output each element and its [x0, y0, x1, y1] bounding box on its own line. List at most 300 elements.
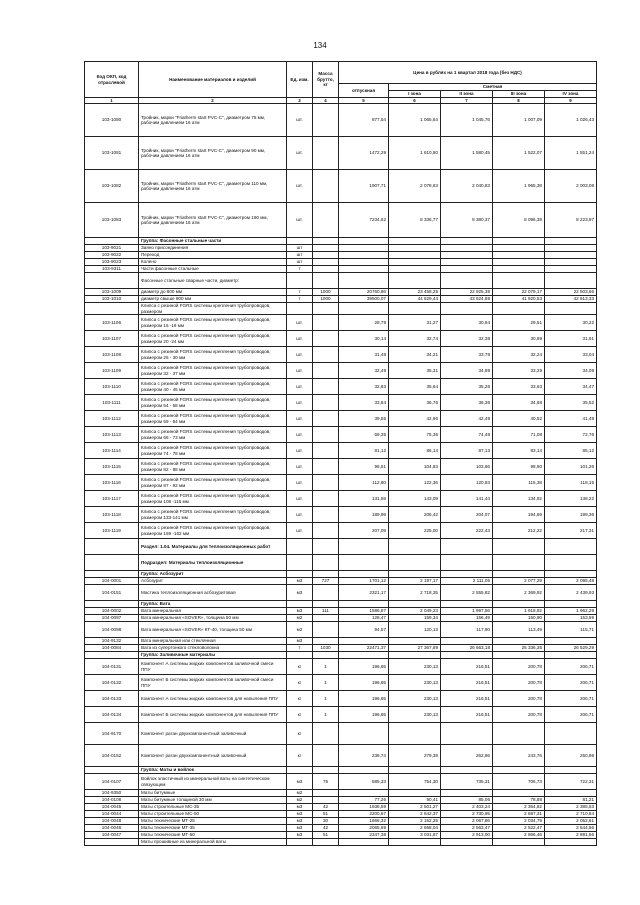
- cell-price-zone-3: [493, 252, 545, 259]
- cell-price-zone-2: [441, 601, 493, 608]
- cell-price-zone-1: 90,41: [389, 797, 441, 804]
- cell-price-release: 20760,86: [339, 289, 389, 296]
- cell-code: [85, 839, 139, 846]
- cell-unit: м3: [287, 832, 313, 839]
- table-row: [85, 395, 597, 411]
- cell-code: 103-1106: [85, 315, 139, 331]
- cell-name: Вата минеральная «SOVER», толщина 50 мм: [139, 615, 287, 622]
- cell-price-zone-3: 8 096,39: [493, 203, 545, 238]
- cell-unit: м3: [287, 818, 313, 825]
- cell-name: Клипса с резиной FGRS системы крепления трубопроводов, размером 25 - 30 мм: [139, 347, 287, 363]
- cell-name: Клипса с резиной FGRS системы крепления трубопроводов, размером: [139, 303, 287, 315]
- col-number: 9: [545, 98, 597, 104]
- cell-price-zone-3: 83,14: [493, 443, 545, 459]
- cell-price-zone-4: [545, 303, 597, 315]
- table-row: [85, 585, 597, 601]
- cell-unit: м2: [287, 790, 313, 797]
- cell-mass: [313, 507, 339, 523]
- cell-price-zone-2: [441, 252, 493, 259]
- cell-unit: шт.: [287, 411, 313, 427]
- cell-price-zone-3: 2 077,29: [493, 578, 545, 585]
- cell-mass: 1000: [313, 296, 339, 303]
- cell-price-zone-4: 206,71: [545, 707, 597, 723]
- cell-price-zone-2: [441, 303, 493, 315]
- table-row: [85, 811, 597, 818]
- table-row: [85, 459, 597, 475]
- cell-price-zone-4: 199,36: [545, 507, 597, 523]
- cell-price-zone-2: 74,48: [441, 427, 493, 443]
- cell-price-zone-1: [389, 555, 441, 571]
- cell-mass: [313, 266, 339, 273]
- cell-price-zone-4: [545, 245, 597, 252]
- cell-price-zone-3: [493, 303, 545, 315]
- cell-price-zone-4: [545, 252, 597, 259]
- table-header: [85, 62, 597, 104]
- cell-name: Тройник, марки "Friatherm start PVC-C", диаметром 75 мм, рабочим давлением 16 атм: [139, 104, 287, 137]
- col-number: 1: [85, 98, 139, 104]
- cell-price-zone-1: 230,13: [389, 691, 441, 707]
- cell-price-zone-4: 34,47: [545, 379, 597, 395]
- cell-price-zone-3: 33,63: [493, 379, 545, 395]
- cell-price-zone-3: 150,90: [493, 615, 545, 622]
- cell-price-zone-1: [389, 303, 441, 315]
- cell-mass: [313, 571, 339, 578]
- cell-price-release: [339, 839, 389, 846]
- cell-unit: кг: [287, 675, 313, 691]
- cell-price-release: 2321,17: [339, 585, 389, 601]
- page-number: 134: [313, 41, 327, 50]
- cell-code: 103-1117: [85, 491, 139, 507]
- cell-mass: [313, 745, 339, 767]
- cell-mass: [313, 427, 339, 443]
- table-row: [85, 507, 597, 523]
- cell-mass: [313, 347, 339, 363]
- cell-price-release: 877,54: [339, 104, 389, 137]
- cell-name: Клипса с резиной FGRS системы крепления трубопроводов, размером 74 - 78 мм: [139, 443, 287, 459]
- cell-price-zone-2: 1 045,76: [441, 104, 493, 137]
- cell-code: 104-9170: [85, 723, 139, 745]
- cell-price-release: [339, 259, 389, 266]
- cell-price-zone-1: 2 668,04: [389, 825, 441, 832]
- cell-price-zone-1: 230,13: [389, 675, 441, 691]
- cell-price-zone-1: [389, 259, 441, 266]
- cell-name: Вата из супертонкого стекловолокна: [139, 645, 287, 652]
- table-row: [85, 774, 597, 790]
- cell-unit: шт.: [287, 104, 313, 137]
- cell-price-release: [339, 555, 389, 571]
- cell-price-release: 69,35: [339, 427, 389, 443]
- cell-price-zone-2: 216,51: [441, 691, 493, 707]
- cell-code: 103-1107: [85, 331, 139, 347]
- header-unit: Ед. изм.: [287, 62, 313, 98]
- table-row: [85, 818, 597, 825]
- cell-name: Компонент ратан двухкомпонентный заливочный: [139, 723, 287, 745]
- table-body: [85, 104, 597, 846]
- cell-price-release: 81,12: [339, 443, 389, 459]
- cell-price-zone-1: 2 078,63: [389, 170, 441, 203]
- col-number: 8: [493, 98, 545, 104]
- cell-price-zone-1: 230,13: [389, 659, 441, 675]
- cell-name: Клипса с резиной FGRS системы крепления трубопроводов, размером 40 - 45 мм: [139, 379, 287, 395]
- cell-price-zone-2: 34,89: [441, 363, 493, 379]
- cell-mass: 42: [313, 825, 339, 832]
- cell-unit: шт.: [287, 427, 313, 443]
- cell-price-zone-1: 2 197,17: [389, 578, 441, 585]
- cell-price-zone-1: 36,76: [389, 395, 441, 411]
- cell-price-zone-2: [441, 273, 493, 289]
- cell-price-zone-3: 29,51: [493, 315, 545, 331]
- cell-price-release: 32,83: [339, 379, 389, 395]
- cell-price-zone-4: 118,15: [545, 475, 597, 491]
- cell-name: Компонент ратан двухкомпонентный заливочный: [139, 745, 287, 767]
- cell-code: 104-0134: [85, 707, 139, 723]
- cell-mass: [313, 395, 339, 411]
- cell-price-zone-2: 120,93: [441, 475, 493, 491]
- cell-mass: [313, 555, 339, 571]
- cell-name: Тройник, марки "Friatherm start PVC-C", диаметром 110 мм, рабочим давлением 16 атм: [139, 170, 287, 203]
- cell-price-zone-3: 113,49: [493, 622, 545, 638]
- cell-price-zone-1: [389, 539, 441, 555]
- cell-price-zone-4: 72,76: [545, 427, 597, 443]
- header-code: Код ОКП, код отраслевой: [85, 62, 139, 98]
- cell-code: [85, 601, 139, 608]
- cell-price-zone-2: [441, 839, 493, 846]
- cell-mass: [313, 245, 339, 252]
- cell-price-zone-2: [441, 638, 493, 645]
- cell-price-zone-2: 156,49: [441, 615, 493, 622]
- cell-price-release: 207,09: [339, 523, 389, 539]
- cell-mass: 30: [313, 818, 339, 825]
- cell-unit: [287, 303, 313, 315]
- cell-price-zone-1: 2 718,35: [389, 585, 441, 601]
- cell-code: [85, 539, 139, 555]
- cell-price-zone-1: 42,96: [389, 411, 441, 427]
- cell-code: 104-0151: [85, 585, 139, 601]
- cell-price-zone-2: 30,94: [441, 315, 493, 331]
- cell-price-zone-1: [389, 601, 441, 608]
- cell-price-zone-1: 75,36: [389, 427, 441, 443]
- table-row: [85, 645, 597, 652]
- cell-price-zone-1: 206,42: [389, 507, 441, 523]
- cell-mass: [313, 104, 339, 137]
- cell-code: 104-0045: [85, 804, 139, 811]
- cell-price-zone-2: 1 580,45: [441, 137, 493, 170]
- table-row: [85, 675, 597, 691]
- cell-name: Клипса с резиной FGRS системы крепления трубопроводов, размером 82 - 88 мм: [139, 459, 287, 475]
- cell-price-release: 2200,67: [339, 811, 389, 818]
- cell-unit: т: [287, 266, 313, 273]
- cell-price-zone-3: [493, 839, 545, 846]
- header-zone-2: II зона: [441, 91, 493, 98]
- cell-price-release: 1701,12: [339, 578, 389, 585]
- cell-price-zone-3: [493, 259, 545, 266]
- cell-code: 103-1113: [85, 427, 139, 443]
- cell-price-release: [339, 652, 389, 659]
- cell-price-zone-1: 230,13: [389, 707, 441, 723]
- table-row: [85, 578, 597, 585]
- cell-code: [85, 555, 139, 571]
- cell-price-zone-3: 30,89: [493, 331, 545, 347]
- cell-price-zone-4: 42 813,33: [545, 296, 597, 303]
- cell-price-zone-4: [545, 273, 597, 289]
- cell-name: диаметр до 800 мм: [139, 289, 287, 296]
- table-row: [85, 491, 597, 507]
- cell-unit: [287, 601, 313, 608]
- cell-price-zone-1: 122,36: [389, 475, 441, 491]
- cell-price-zone-2: 103,66: [441, 459, 493, 475]
- cell-price-zone-4: 250,98: [545, 745, 597, 767]
- table-row: [85, 104, 597, 137]
- cell-price-zone-1: [389, 266, 441, 273]
- cell-price-release: 2347,38: [339, 832, 389, 839]
- cell-name: Переход: [139, 252, 287, 259]
- cell-price-zone-1: 23 458,25: [389, 289, 441, 296]
- cell-price-zone-1: [389, 238, 441, 245]
- cell-price-zone-1: [389, 652, 441, 659]
- table-row: [85, 832, 597, 839]
- cell-code: 104-0133: [85, 691, 139, 707]
- cell-price-zone-2: 117,90: [441, 622, 493, 638]
- cell-price-zone-1: [389, 245, 441, 252]
- cell-price-zone-1: 35,64: [389, 379, 441, 395]
- cell-code: [85, 238, 139, 245]
- header-zone-3: III зона: [493, 91, 545, 98]
- cell-price-zone-1: 8 336,77: [389, 203, 441, 238]
- cell-price-zone-4: 138,22: [545, 491, 597, 507]
- cell-mass: [313, 443, 339, 459]
- cell-price-zone-3: 115,38: [493, 475, 545, 491]
- cell-price-zone-2: 32,38: [441, 331, 493, 347]
- cell-price-zone-1: 1 610,50: [389, 137, 441, 170]
- cell-unit: [287, 767, 313, 774]
- table-row: [85, 303, 597, 315]
- cell-price-zone-4: 2 095,48: [545, 578, 597, 585]
- table-row: [85, 411, 597, 427]
- cell-price-zone-4: 2 710,84: [545, 811, 597, 818]
- cell-unit: м2: [287, 797, 313, 804]
- cell-mass: [313, 539, 339, 555]
- cell-code: 103-1119: [85, 523, 139, 539]
- cell-price-release: 1938,59: [339, 804, 389, 811]
- cell-price-zone-3: 78,88: [493, 797, 545, 804]
- cell-price-zone-2: 22 925,38: [441, 289, 493, 296]
- cell-mass: 1: [313, 707, 339, 723]
- table-row: [85, 745, 597, 767]
- cell-unit: шт.: [287, 347, 313, 363]
- table-row: [85, 170, 597, 203]
- cell-code: 103-1110: [85, 379, 139, 395]
- cell-unit: шт.: [287, 379, 313, 395]
- cell-code: 104-0152: [85, 745, 139, 767]
- cell-code: [85, 303, 139, 315]
- header-zone-4: IV зона: [545, 91, 597, 98]
- cell-code: 103-9021: [85, 245, 139, 252]
- cell-price-zone-3: 134,92: [493, 491, 545, 507]
- cell-price-zone-2: 2 555,82: [441, 585, 493, 601]
- cell-price-release: 39500,07: [339, 296, 389, 303]
- header-name: Наименование материалов и изделий: [139, 62, 287, 98]
- cell-unit: [287, 238, 313, 245]
- cell-price-zone-4: 8 223,97: [545, 203, 597, 238]
- cell-price-release: 196,65: [339, 691, 389, 707]
- table-row: [85, 427, 597, 443]
- cell-unit: шт.: [287, 491, 313, 507]
- cell-unit: шт.: [287, 203, 313, 238]
- cell-price-zone-2: 36,36: [441, 395, 493, 411]
- col-number: 2: [139, 98, 287, 104]
- cell-price-zone-4: 34,09: [545, 363, 597, 379]
- cell-code: 104-0131: [85, 659, 139, 675]
- cell-price-zone-2: 262,86: [441, 745, 493, 767]
- cell-code: [85, 273, 139, 289]
- table-row: [85, 797, 597, 804]
- cell-price-release: 31,48: [339, 347, 389, 363]
- cell-code: 104-0001: [85, 578, 139, 585]
- cell-price-zone-2: [441, 238, 493, 245]
- cell-code: 104-0084: [85, 645, 139, 652]
- cell-price-zone-3: 243,76: [493, 745, 545, 767]
- cell-unit: шт: [287, 252, 313, 259]
- cell-price-release: 131,59: [339, 491, 389, 507]
- cell-mass: 51: [313, 811, 339, 818]
- cell-mass: 1030: [313, 645, 339, 652]
- cell-price-zone-2: 2 913,00: [441, 832, 493, 839]
- cell-unit: м3: [287, 774, 313, 790]
- price-table: [84, 61, 597, 846]
- cell-price-zone-4: 35,52: [545, 395, 597, 411]
- cell-name: Клипса с резиной FGRS системы крепления трубопроводов, размером 108 -116 мм: [139, 491, 287, 507]
- cell-price-zone-3: 32,24: [493, 347, 545, 363]
- cell-price-zone-4: [545, 266, 597, 273]
- cell-price-zone-4: [545, 652, 597, 659]
- cell-price-zone-2: 33,78: [441, 347, 493, 363]
- table-row: [85, 555, 597, 571]
- cell-mass: [313, 638, 339, 645]
- cell-price-zone-3: 1 918,92: [493, 608, 545, 615]
- cell-name: Вата минеральная: [139, 608, 287, 615]
- cell-name: Маты битумные: [139, 790, 287, 797]
- cell-unit: [287, 839, 313, 846]
- cell-code: 104-0132: [85, 675, 139, 691]
- cell-price-zone-2: [441, 571, 493, 578]
- cell-name: Клипса с резиной FGRS системы крепления трубопроводов, размером 59 - 64 мм: [139, 411, 287, 427]
- cell-code: 103-1009: [85, 289, 139, 296]
- cell-mass: [313, 273, 339, 289]
- cell-price-release: 2065,69: [339, 825, 389, 832]
- cell-price-zone-4: [545, 638, 597, 645]
- cell-price-zone-4: 2 544,56: [545, 825, 597, 832]
- cell-price-zone-3: [493, 539, 545, 555]
- cell-price-zone-4: 26 529,29: [545, 645, 597, 652]
- cell-name: Компонент Б системы жидких компонентов заливочной смеси ППУ: [139, 675, 287, 691]
- cell-mass: [313, 252, 339, 259]
- cell-code: 103-1112: [85, 411, 139, 427]
- table-row: [85, 266, 597, 273]
- cell-code: 104-0046: [85, 825, 139, 832]
- cell-price-release: 189,99: [339, 507, 389, 523]
- cell-price-zone-4: 206,71: [545, 659, 597, 675]
- cell-price-zone-2: [441, 259, 493, 266]
- cell-unit: [287, 652, 313, 659]
- cell-name: Маты технические МТ-25: [139, 818, 287, 825]
- cell-price-zone-4: [545, 555, 597, 571]
- cell-price-zone-2: 2 563,47: [441, 825, 493, 832]
- table-row: [85, 523, 597, 539]
- cell-mass: 1000: [313, 289, 339, 296]
- cell-price-zone-1: 3 031,87: [389, 832, 441, 839]
- cell-unit: [287, 555, 313, 571]
- cell-mass: [313, 601, 339, 608]
- table-row: [85, 539, 597, 555]
- cell-code: 103-1115: [85, 459, 139, 475]
- cell-mass: [313, 652, 339, 659]
- cell-name: Клипса с резиной FGRS системы крепления трубопроводов, размером 32 - 37 мм: [139, 363, 287, 379]
- cell-code: 103-9023: [85, 259, 139, 266]
- cell-price-release: [339, 790, 389, 797]
- cell-mass: [313, 203, 339, 238]
- cell-price-zone-1: 120,13: [389, 622, 441, 638]
- cell-unit: т: [287, 645, 313, 652]
- cell-price-zone-3: 194,69: [493, 507, 545, 523]
- table-row: [85, 315, 597, 331]
- cell-price-zone-4: 722,31: [545, 774, 597, 790]
- cell-mass: 1: [313, 691, 339, 707]
- cell-price-zone-2: [441, 767, 493, 774]
- cell-code: 103-1114: [85, 443, 139, 459]
- cell-mass: 111: [313, 608, 339, 615]
- cell-price-release: [339, 273, 389, 289]
- col-number: 4: [313, 98, 339, 104]
- cell-mass: [313, 363, 339, 379]
- cell-unit: м3: [287, 578, 313, 585]
- cell-mass: [313, 170, 339, 203]
- cell-unit: шт: [287, 245, 313, 252]
- cell-price-zone-2: 85,06: [441, 797, 493, 804]
- cell-price-zone-4: [545, 571, 597, 578]
- table-row: [85, 379, 597, 395]
- table-row: [85, 245, 597, 252]
- cell-code: 103-1118: [85, 507, 139, 523]
- table-row: [85, 259, 597, 266]
- cell-price-zone-2: 26 663,18: [441, 645, 493, 652]
- cell-code: 103-1080: [85, 104, 139, 137]
- cell-code: 104-9132: [85, 638, 139, 645]
- cell-price-release: [339, 767, 389, 774]
- cell-price-release: 22471,37: [339, 645, 389, 652]
- cell-price-release: [339, 539, 389, 555]
- table-row: [85, 804, 597, 811]
- cell-unit: шт.: [287, 443, 313, 459]
- cell-price-zone-2: 2 040,83: [441, 170, 493, 203]
- cell-price-zone-2: 735,31: [441, 774, 493, 790]
- cell-mass: [313, 585, 339, 601]
- cell-price-release: 28,79: [339, 315, 389, 331]
- cell-price-release: [339, 266, 389, 273]
- table-row: [85, 652, 597, 659]
- cell-price-zone-3: 200,78: [493, 675, 545, 691]
- table-row: [85, 790, 597, 797]
- cell-price-release: [339, 303, 389, 315]
- cell-price-zone-2: 35,26: [441, 379, 493, 395]
- cell-price-zone-3: 2 687,31: [493, 811, 545, 818]
- cell-code: 103-9022: [85, 252, 139, 259]
- cell-price-zone-3: [493, 245, 545, 252]
- cell-price-zone-2: 42,49: [441, 411, 493, 427]
- cell-price-zone-3: [493, 601, 545, 608]
- cell-name: Тройник, марки "Friatherm start PVC-C", диаметром 160 мм, рабочим давлением 16 атм: [139, 203, 287, 238]
- cell-code: 103-1116: [85, 475, 139, 491]
- cell-price-zone-3: [493, 723, 545, 745]
